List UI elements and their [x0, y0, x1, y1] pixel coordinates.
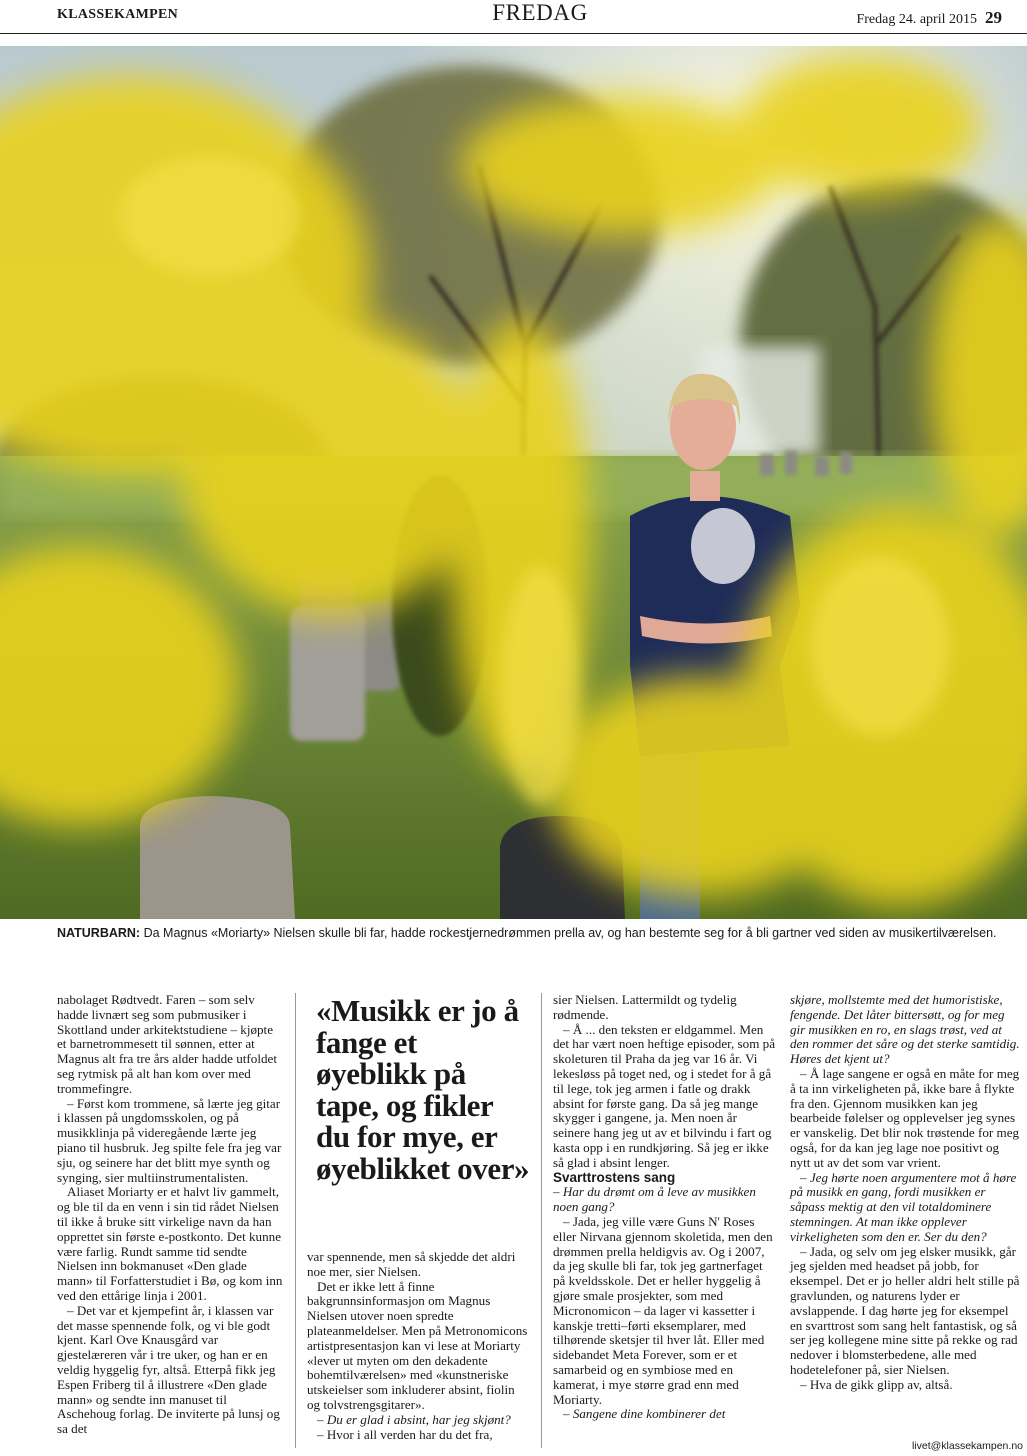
caption-text: Da Magnus «Moriarty» Nielsen skulle bli far, hadde rockestjernedrømmen prella av, og han bestemte seg for å bli gartner ved siden av musikertilværelsen.	[143, 926, 997, 940]
article-column-4	[790, 993, 1020, 1393]
page-number: 29	[985, 8, 1002, 27]
feature-photo	[0, 46, 1027, 919]
paragraph: – Å lage sangene er også en måte for meg å ta inn virkeligheten på, ikke bare å flykte fra den. Gjennom musikken kan jeg bearbeide følelser og opplevelser jeg synes er vanskelig. Det blir nok trøstende for meg også, for da kan jeg lage noe positivt og nytt ut av det som var vrient.	[790, 1065, 1020, 1170]
question: – Har du drømt om å leve av musikken noen gang?	[553, 1184, 756, 1215]
paragraph: – Først kom trommene, så lærte jeg gitar i klassen på ungdomsskolen, og på musikklinja på videregående lærte jeg piano til husbruk. Jeg spilte fele fra jeg var sju, og seinere har det blitt mye synth og synging, sier multiinstrumentalisten.	[57, 1095, 282, 1185]
newspaper-masthead: KLASSEKAMPEN	[57, 7, 179, 22]
pull-quote: «Musikk er jo å fange et øyeblikk på tape, og fikler du for mye, er øyeblikket over»	[316, 993, 530, 1186]
page-header	[0, 0, 1027, 34]
article-column-2	[307, 1250, 529, 1442]
paragraph: Det er ikke lett å finne bakgrunnsinformasjon om Magnus Nielsen utover noen spredte plateanmeldelser. Men på Metronomicons artistpresentasjon kan vi lese at Moriarty «lever ut myten om den dekadente bohemtilværelsen» med «kunstneriske utskeielser som inkluderer absint, fiolin og tolvstrengsgitarer».	[307, 1278, 528, 1412]
paragraph: – Hvor i all verden har du det fra,	[317, 1426, 493, 1442]
article-column-1	[57, 993, 285, 1437]
cemetery-portrait-illustration	[0, 46, 1027, 919]
paragraph: – Å ... den teksten er eldgammel. Men det har vært noen heftige episoder, som på skoleturen til Praha da jeg var 16 år. Vi lekesløss på toget ned, og i stedet for å gå til lege, tok jeg armen i fatle og drakk absint for første gang. Da så jeg mange skygger i gangene, ja. Men noen år seinere hang jeg ut av et bilvindu i fart og kasta opp i en rundkjøring. Så jeg er ikke så glad i absint lenger.	[553, 1021, 776, 1170]
column-divider	[541, 993, 542, 1448]
paragraph: Aliaset Moriarty er et halvt liv gammelt, og ble til da en venn i sin tid rådet Nielsen til ikke å bruke sitt virkelige navn da han opprettet sin første e-postkonto. Det kunne være farlig. Rundt samme tid sendte Nielsen inn bokmanuset «Den glade mann» til Forfatterstudiet i Bø, og kom inn ved den ettårige linja i 2001.	[57, 1184, 283, 1303]
paragraph: var spennende, men så skjedde det aldri noe mer, sier Nielsen.	[307, 1249, 516, 1279]
paragraph: – Hva de gikk glipp av, altså.	[800, 1376, 953, 1392]
column-divider	[295, 993, 296, 1448]
contact-email[interactable]: livet@klassekampen.no	[911, 1440, 1023, 1452]
paragraph: sier Nielsen. Lattermildt og tydelig rødmende.	[553, 992, 737, 1022]
caption-label: NATURBARN:	[57, 926, 141, 940]
article-column-3	[553, 993, 775, 1422]
question: – Jeg hørte noen argumentere mot å høre på musikk en gang, fordi musikken er såpass mektig at den vil totaldominere stemningen. At man ikke opplever virkeligheten som den er. Ser du den?	[790, 1169, 1017, 1244]
question: skjøre, mollstemte med det humoristiske, fengende. Det låter bittersøtt, og for meg gir musikken en ro, en slags trøst, ved at den rommer det såre og det sterke samtidig. Høres det kjent ut?	[790, 992, 1020, 1067]
paragraph: – Jada, jeg ville være Guns N' Roses eller Nirvana gjennom skoletida, men den drømmen prella heldigvis av. Og i 2007, da jeg skulle bli far, tok jeg gartnerfaget på kveldsskole. Det er heller hyggelig å gjøre smale prosjekter, som med Micronomicon – da lager vi kassetter i kanskje tretti–førti eksemplarer, med tilhørende sketsjer til hver låt. Eller med sidebandet Meta Forever, som er et samarbeid og en symbiose med en kamerat, i mye større grad enn med Moriarty.	[553, 1213, 773, 1407]
issue-date-and-page	[856, 8, 1002, 28]
question: – Du er glad i absint, har jeg skjønt?	[317, 1411, 511, 1427]
paragraph: – Jada, og selv om jeg elsker musikk, går jeg sjelden med headset på jobb, for eksempel. Det er jo heller aldri helt stille på gravlunden, og naturens lyder er avslappende. I dag hørte jeg for eksempel en svarttrost som sang helt fantastisk, og så ser jeg kollegene mine sitte på rekke og rad nedover i blomsterbedene, alle med hodetelefoner på, sier Nielsen.	[790, 1243, 1020, 1377]
question: – Sangene dine kombinerer det	[563, 1406, 726, 1422]
paragraph: nabolaget Rødtvedt. Faren – som selv hadde livnært seg som pubmusiker i Skottland under arkitektstudiene – kjøpte et barnetrommesett til sønnen, etter at Magnus alt fra tre års alder hadde utfoldet seg rytmisk på alt han kom over med trommefingre.	[57, 992, 277, 1096]
section-title: FREDAG	[492, 0, 588, 25]
issue-date: Fredag 24. april 2015	[856, 12, 977, 27]
photo-caption	[57, 926, 1017, 941]
subheading: Svarttrostens sang	[553, 1169, 676, 1185]
paragraph: – Det var et kjempefint år, i klassen var det masse spennende folk, og vi ble godt kjent. Karl Ove Knausgård var gjestelæreren vår i tre uker, og han er en veldig hyggelig fyr, altså. Etterpå fikk jeg Espen Friberg til å illustrere «Den glade mann» og sendte inn manuset til Aschehoug forlag. De inviterte på lunsj og sa det	[57, 1302, 280, 1437]
